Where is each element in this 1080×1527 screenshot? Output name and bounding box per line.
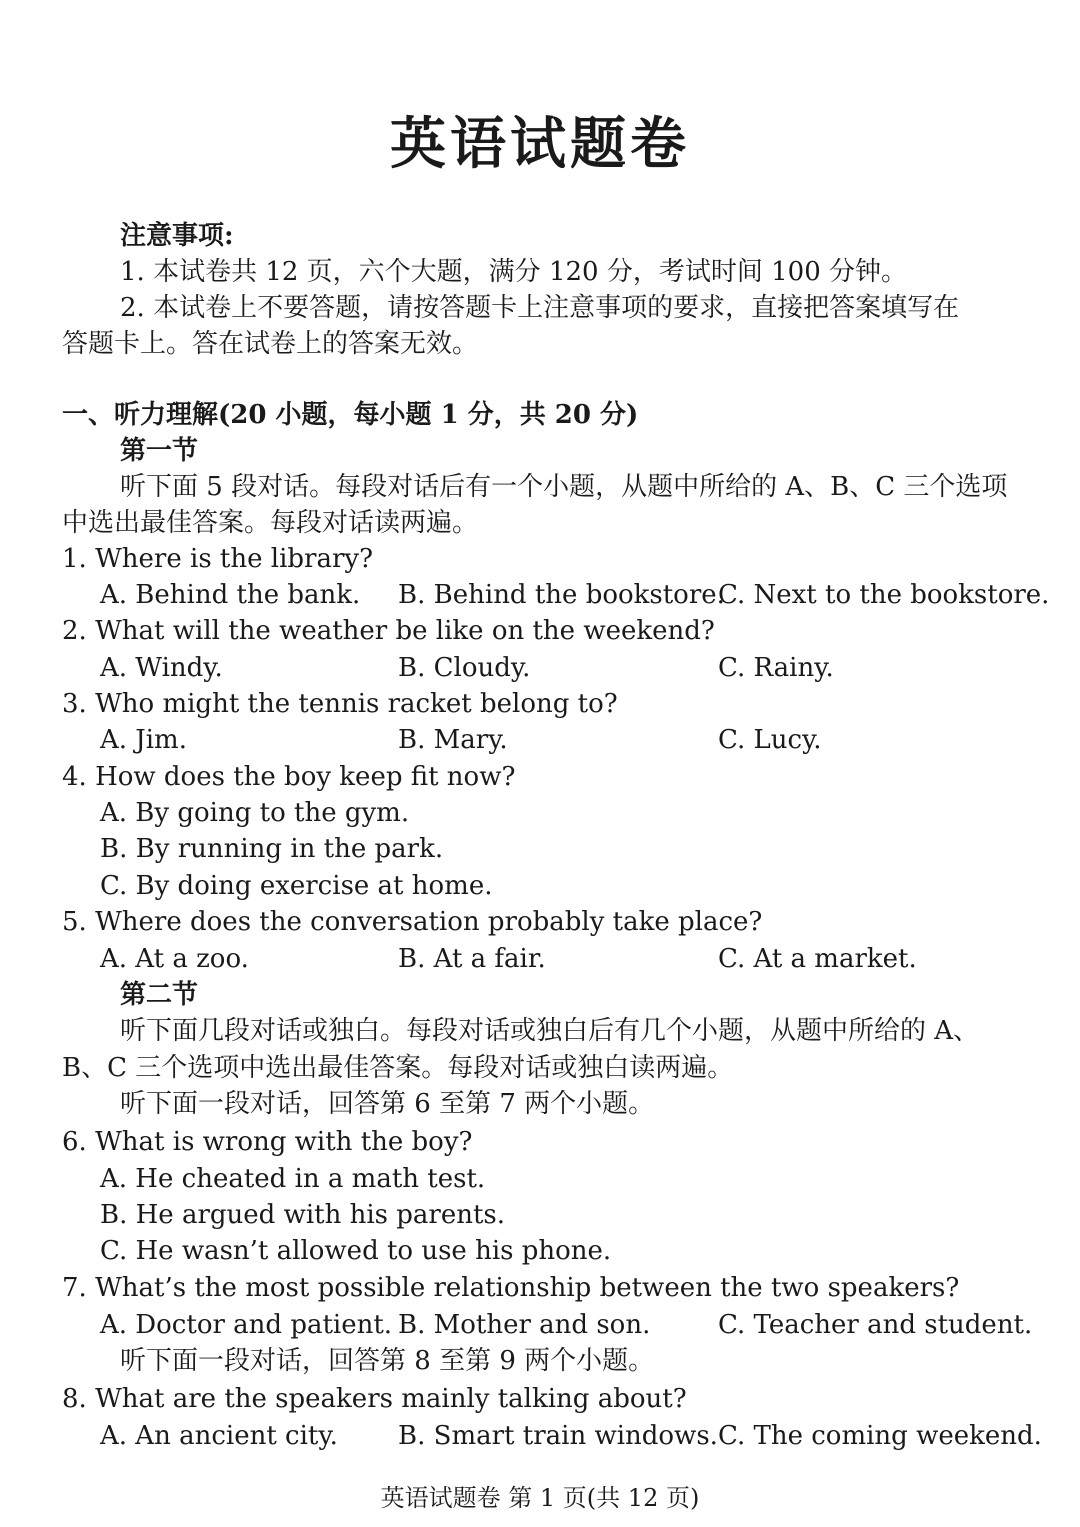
section2-sub-instruction-2: 听下面一段对话，回答第 8 至第 9 两个小题。 [120, 1346, 655, 1376]
section1-title: 第一节 [120, 436, 199, 466]
question-3-option-a: A. Jim. [100, 725, 187, 755]
page-title: 英语试题卷 [390, 112, 690, 177]
question-4-option-a: A. By going to the gym. [100, 798, 410, 828]
question-8-option-b: B. Smart train windows. [398, 1421, 718, 1451]
question-8-option-c: C. The coming weekend. [718, 1421, 1042, 1451]
question-7-option-b: B. Mother and son. [398, 1310, 651, 1340]
notice-item-1: 1. 本试卷共 12 页，六个大题，满分 120 分，考试时间 100 分钟。 [120, 257, 907, 287]
section2-title: 第二节 [120, 980, 199, 1010]
question-5-option-a: A. At a zoo. [100, 944, 249, 974]
question-6: 6. What is wrong with the boy? [62, 1127, 473, 1157]
question-5-option-b: B. At a fair. [398, 944, 546, 974]
section1-instructions-line1: 听下面 5 段对话。每段对话后有一个小题，从题中所给的 A、B、C 三个选项 [120, 472, 1008, 502]
section2-instructions-line2: B、C 三个选项中选出最佳答案。每段对话或独白读两遍。 [62, 1053, 734, 1083]
question-3: 3. Who might the tennis racket belong to? [62, 689, 618, 719]
question-6-option-a: A. He cheated in a math test. [100, 1164, 486, 1194]
notice-item-2-line1: 2. 本试卷上不要答题，请按答题卡上注意事项的要求，直接把答案填写在 [120, 293, 960, 323]
section2-sub-instruction-1: 听下面一段对话，回答第 6 至第 7 两个小题。 [120, 1089, 655, 1119]
question-3-option-b: B. Mary. [398, 725, 508, 755]
question-7-option-a: A. Doctor and patient. [100, 1310, 393, 1340]
page-footer: 英语试题卷 第 1 页(共 12 页) [380, 1484, 700, 1512]
question-1: 1. Where is the library? [62, 544, 374, 574]
section2-instructions-line1: 听下面几段对话或独白。每段对话或独白后有几个小题，从题中所给的 A、 [120, 1016, 980, 1046]
question-2-option-b: B. Cloudy. [398, 653, 531, 683]
question-5: 5. Where does the conversation probably take place? [62, 907, 763, 937]
question-8: 8. What are the speakers mainly talking about? [62, 1384, 687, 1414]
notice-item-2-line2: 答题卡上。答在试卷上的答案无效。 [62, 329, 479, 359]
question-2-option-c: C. Rainy. [718, 653, 834, 683]
part1-heading: 一、听力理解(20 小题，每小题 1 分，共 20 分) [62, 400, 639, 430]
question-4-option-b: B. By running in the park. [100, 834, 444, 864]
question-1-option-c: C. Next to the bookstore. [718, 580, 1050, 610]
question-5-option-c: C. At a market. [718, 944, 917, 974]
notice-heading: 注意事项: [120, 221, 234, 251]
question-6-option-c: C. He wasn’t allowed to use his phone. [100, 1236, 612, 1266]
question-1-option-a: A. Behind the bank. [100, 580, 361, 610]
question-4: 4. How does the boy keep fit now? [62, 762, 516, 792]
question-8-option-a: A. An ancient city. [100, 1421, 338, 1451]
question-3-option-c: C. Lucy. [718, 725, 822, 755]
section1-instructions-line2: 中选出最佳答案。每段对话读两遍。 [62, 508, 479, 538]
question-1-option-b: B. Behind the bookstore. [398, 580, 725, 610]
question-6-option-b: B. He argued with his parents. [100, 1200, 506, 1230]
question-7-option-c: C. Teacher and student. [718, 1310, 1033, 1340]
question-2-option-a: A. Windy. [100, 653, 223, 683]
question-4-option-c: C. By doing exercise at home. [100, 871, 493, 901]
question-7: 7. What’s the most possible relationship between the two speakers? [62, 1273, 960, 1303]
question-2: 2. What will the weather be like on the weekend? [62, 616, 715, 646]
